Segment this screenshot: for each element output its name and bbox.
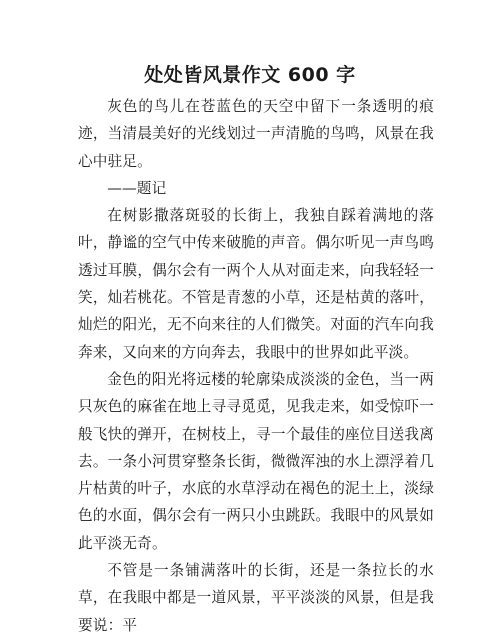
- essay-title: 处处皆风景作文 600 字: [144, 64, 356, 86]
- paragraph-epigraph-attribution: ——题记: [107, 179, 167, 197]
- paragraph-2: 金色的阳光将远楼的轮廓染成淡淡的金色，当一两只灰色的麻雀在地上寻寻觅觅，见我走来，如受惊吓一般飞快的弹开，在树枝上，寻一个最佳的座位目送我离去。一条小河贯穿整条长街，微微浑浊的水上漂浮着几片枯黄的叶子，水底的水草浮动在褐色的泥土上，淡绿色的水面，偶尔会有一两只小虫跳跃。我眼中的风景如此平淡无奇。: [78, 370, 434, 552]
- paragraph-3: 不管是一条铺满落叶的长街，还是一条拉长的水草，在我眼中都是一道风景，平平淡淡的风景，但是我要说：平: [78, 562, 434, 634]
- essay-body: [78, 93, 434, 639]
- paragraph-1: 在树影撒落斑驳的长街上，我独自踩着满地的落叶，静谧的空气中传来破脆的声音。偶尔听见一声鸟鸣透过耳膜，偶尔会有一两个人从对面走来，向我轻轻一笑，灿若桃花。不管是青葱的小草，还是枯黄的落叶，灿烂的阳光，无不向来往的人们微笑。对面的汽车向我奔来，又向来的方向奔去，我眼中的世界如此平淡。: [78, 207, 434, 361]
- paragraph-intro: 灰色的鸟儿在苍蓝色的天空中留下一条透明的痕迹，当清晨美好的光线划过一声清脆的鸟鸣，风景在我心中驻足。: [78, 98, 434, 170]
